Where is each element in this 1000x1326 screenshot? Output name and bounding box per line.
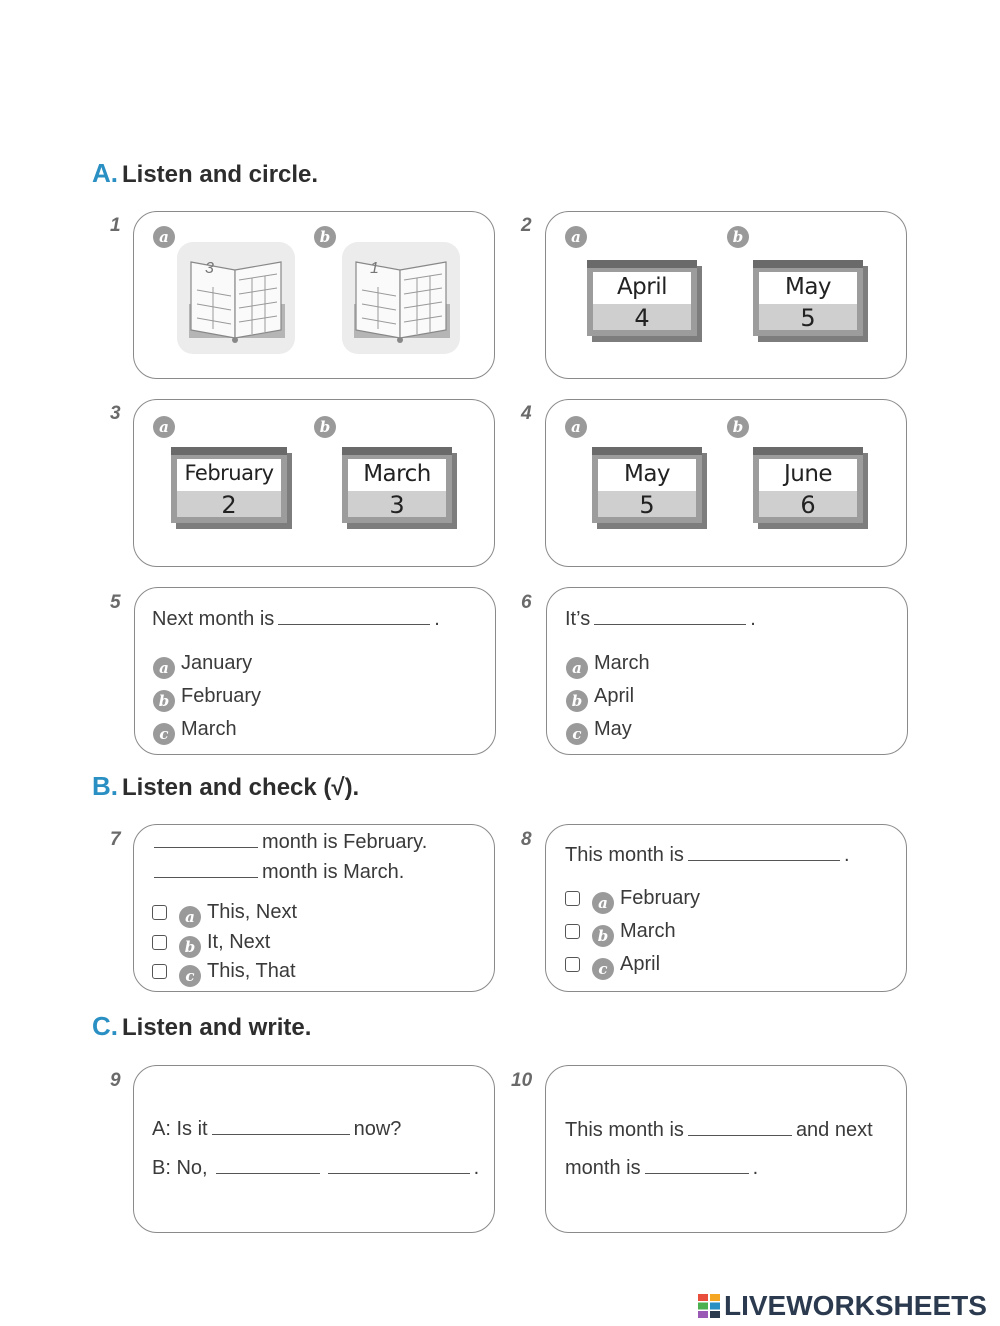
- checkbox[interactable]: [565, 957, 580, 972]
- calendar-may-icon[interactable]: [592, 447, 704, 525]
- answer-blank[interactable]: [328, 1172, 470, 1174]
- section-b-letter: B.: [92, 771, 118, 801]
- section-b-title: [92, 771, 359, 802]
- option-b-badge[interactable]: b: [727, 226, 749, 248]
- question-7-number: 7: [110, 829, 121, 850]
- checkbox[interactable]: [152, 964, 167, 979]
- calendar-book-1-icon[interactable]: [342, 242, 460, 354]
- section-c-text: Listen and write.: [122, 1014, 312, 1041]
- question-5-prompt: Next month is .: [152, 608, 440, 630]
- checkbox[interactable]: [565, 891, 580, 906]
- option-b-badge[interactable]: b: [314, 416, 336, 438]
- calendar-book-3-icon[interactable]: [177, 242, 295, 354]
- section-b-text: Listen and check (√).: [122, 774, 360, 801]
- calendar-month: May: [784, 274, 832, 300]
- calendar-february-icon[interactable]: [171, 447, 289, 525]
- calendar-day: 4: [634, 304, 650, 332]
- option-c[interactable]: c This, That: [152, 960, 296, 987]
- answer-blank[interactable]: [688, 859, 840, 861]
- question-2-number: 2: [521, 215, 532, 236]
- book-b-number: 1: [370, 260, 379, 277]
- calendar-day: 2: [221, 491, 237, 519]
- answer-blank[interactable]: [645, 1172, 749, 1174]
- checkbox[interactable]: [152, 905, 167, 920]
- question-1-box: [133, 211, 495, 379]
- option-b[interactable]: b February: [153, 685, 261, 712]
- section-c-title: [92, 1011, 311, 1042]
- calendar-month: May: [623, 461, 671, 487]
- question-9-box: [133, 1065, 495, 1233]
- calendar-june-icon[interactable]: [753, 447, 865, 525]
- option-c[interactable]: c May: [566, 718, 632, 745]
- calendar-month: April: [616, 274, 668, 300]
- question-4-number: 4: [521, 403, 532, 424]
- answer-blank[interactable]: [688, 1134, 792, 1136]
- option-a-badge[interactable]: a: [153, 226, 175, 248]
- calendar-month: March: [363, 461, 431, 487]
- question-7-line-1: month is February.: [154, 831, 427, 854]
- option-b[interactable]: b April: [566, 685, 634, 712]
- question-1-number: 1: [110, 215, 121, 236]
- question-5-box: [134, 587, 496, 755]
- question-3-number: 3: [110, 403, 121, 424]
- question-2-box: [545, 211, 907, 379]
- option-a[interactable]: a January: [153, 652, 252, 679]
- question-7-box: [133, 824, 495, 992]
- question-5-number: 5: [110, 592, 121, 613]
- calendar-day: 5: [800, 304, 816, 332]
- question-4-box: [545, 399, 907, 567]
- answer-blank[interactable]: [594, 623, 746, 625]
- answer-blank[interactable]: [154, 846, 258, 848]
- option-a-badge[interactable]: a: [565, 416, 587, 438]
- calendar-march-icon[interactable]: [342, 447, 454, 525]
- calendar-day: 3: [389, 491, 405, 519]
- calendar-april-icon[interactable]: [587, 260, 699, 338]
- question-10-box: [545, 1065, 907, 1233]
- calendar-may-icon[interactable]: [753, 260, 865, 338]
- calendar-day: 6: [800, 491, 816, 519]
- option-c[interactable]: c April: [565, 953, 660, 980]
- option-b-badge[interactable]: b: [727, 416, 749, 438]
- question-6-prompt: It’s .: [565, 608, 756, 630]
- calendar-day: 5: [639, 491, 655, 519]
- liveworksheets-logo-text: LIVEWORKSHEETS: [724, 1290, 987, 1321]
- question-9-number: 9: [110, 1070, 121, 1091]
- question-10-line-2: month is .: [565, 1157, 759, 1179]
- checkbox[interactable]: [152, 935, 167, 950]
- option-c[interactable]: c March: [153, 718, 237, 745]
- question-8-box: [545, 824, 907, 992]
- answer-blank[interactable]: [278, 623, 430, 625]
- option-a-badge[interactable]: a: [153, 416, 175, 438]
- option-b[interactable]: b It, Next: [152, 931, 270, 958]
- checkbox[interactable]: [565, 924, 580, 939]
- option-b-badge[interactable]: b: [314, 226, 336, 248]
- answer-blank[interactable]: [154, 876, 258, 878]
- calendar-month: June: [783, 461, 833, 487]
- liveworksheets-logo: [698, 1290, 987, 1322]
- question-3-box: [133, 399, 495, 567]
- option-a[interactable]: a This, Next: [152, 901, 297, 928]
- option-a[interactable]: a February: [565, 887, 700, 914]
- question-7-line-2: month is March.: [154, 861, 404, 884]
- section-a-text: Listen and circle.: [122, 161, 319, 188]
- answer-blank[interactable]: [216, 1172, 320, 1174]
- question-9-line-1: A: Is it now?: [152, 1118, 402, 1140]
- option-a-badge[interactable]: a: [565, 226, 587, 248]
- section-a-letter: A.: [92, 158, 118, 188]
- question-6-box: [546, 587, 908, 755]
- question-10-line-1: This month is and next: [565, 1119, 873, 1141]
- option-b[interactable]: b March: [565, 920, 676, 947]
- question-8-prompt: This month is .: [565, 844, 850, 866]
- section-c-letter: C.: [92, 1011, 118, 1041]
- option-a[interactable]: a March: [566, 652, 650, 679]
- question-9-line-2: B: No, .: [152, 1157, 480, 1179]
- question-8-number: 8: [521, 829, 532, 850]
- question-6-number: 6: [521, 592, 532, 613]
- liveworksheets-logo-icon: [698, 1294, 720, 1318]
- answer-blank[interactable]: [212, 1133, 350, 1135]
- book-a-number: 3: [205, 260, 214, 277]
- section-a-title: [92, 158, 318, 189]
- calendar-month: February: [184, 461, 274, 485]
- question-10-number: 10: [511, 1070, 533, 1091]
